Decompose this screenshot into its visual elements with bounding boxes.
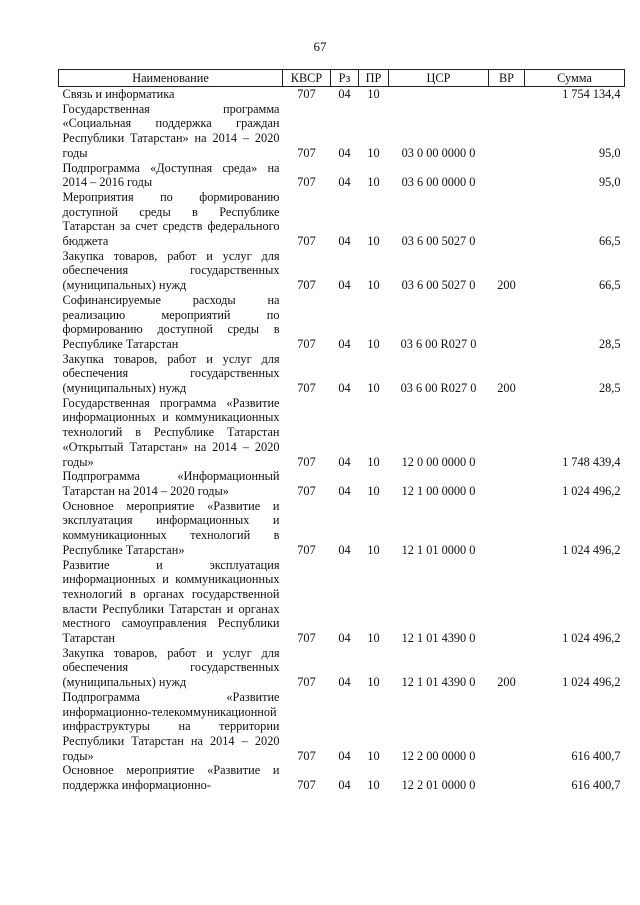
table-row [59,87,625,102]
cell-csr: 12 0 00 0000 0 [401,454,476,469]
cell-vr [489,190,525,249]
cell-sum: 1 024 496,2 [562,542,621,557]
cell-rz: 04 [338,381,351,396]
cell-vr [489,161,525,190]
cell-vr [489,558,525,646]
cell-csr [389,87,489,102]
cell-kvsr: 707 [297,87,316,101]
cell-csr: 12 1 00 0000 0 [401,483,476,498]
cell-kvsr: 707 [297,542,316,557]
cell-kvsr: 707 [297,778,316,793]
cell-vr: 200 [497,278,516,293]
cell-csr: 03 6 00 R027 0 [400,336,477,351]
cell-csr: 12 1 01 4390 0 [401,631,476,646]
table-row [59,558,625,646]
cell-sum: 66,5 [598,278,621,293]
cell-csr: 03 0 00 0000 0 [401,145,476,160]
table-row [59,763,625,792]
cell-sum: 66,5 [598,234,621,249]
cell-pr: 10 [367,381,380,396]
cell-csr: 12 2 00 0000 0 [401,748,476,763]
cell-kvsr: 707 [297,454,316,469]
cell-rz: 04 [338,631,351,646]
cell-sum: 95,0 [598,145,621,160]
col-header-kvsr: КВСР [283,70,331,87]
table-row [59,690,625,764]
cell-csr: 12 2 01 0000 0 [401,778,476,793]
table-row [59,469,625,498]
cell-sum: 616 400,7 [571,748,621,763]
cell-vr [489,763,525,792]
cell-kvsr: 707 [297,175,316,190]
cell-pr: 10 [367,631,380,646]
cell-name: Подпрограмма «Доступная среда» на 2014 – 2016 годы [62,160,280,190]
cell-rz: 04 [338,234,351,249]
cell-name: Мероприятия по формированию доступной среды в Республике Татарстан за счет средств федерального бюджета [62,189,280,249]
cell-csr: 03 6 00 5027 0 [401,278,476,293]
table-row [59,293,625,352]
cell-name: Закупка товаров, работ и услуг для обеспечения государственных (муниципальных) нужд [62,645,280,690]
cell-sum: 1 024 496,2 [562,675,621,690]
cell-csr: 03 6 00 5027 0 [401,234,476,249]
cell-rz: 04 [338,542,351,557]
cell-pr: 10 [367,145,380,160]
table-row [59,396,625,470]
cell-name: Подпрограмма «Информационный Татарстан на 2014 – 2020 годы» [62,469,280,498]
cell-kvsr: 707 [297,675,316,690]
cell-kvsr: 707 [297,631,316,646]
cell-rz: 04 [338,175,351,190]
cell-vr: 200 [497,675,516,690]
col-header-csr: ЦСР [389,70,489,87]
cell-pr: 10 [367,234,380,249]
cell-name: Государственная программа «Социальная поддержка граждан Республики Татарстан» на 2014 – 2020 годы [62,101,280,160]
cell-rz: 04 [338,278,351,293]
cell-vr [489,396,525,470]
cell-rz: 04 [338,748,351,763]
cell-name: Подпрограмма «Развитие информационно-телекоммуникационной инфраструктуры на территории Республики Татарстан на 2014 – 2020 годы» [62,689,280,763]
cell-sum: 616 400,7 [571,778,621,793]
cell-name: Связь и информатика [62,87,175,101]
table-row [59,102,625,161]
cell-pr: 10 [367,175,380,190]
cell-name: Основное мероприятие «Развитие и эксплуатация информационных и коммуникационных технологий в Республике Татарстан» [62,498,280,557]
cell-csr: 12 1 01 0000 0 [401,542,476,557]
cell-sum: 28,5 [598,381,621,396]
cell-rz: 04 [338,336,351,351]
cell-kvsr: 707 [297,145,316,160]
col-header-pr: ПР [359,70,389,87]
cell-pr: 10 [367,675,380,690]
cell-vr [489,87,525,102]
cell-sum: 1 024 496,2 [562,483,621,498]
table-row [59,161,625,190]
cell-kvsr: 707 [297,278,316,293]
cell-kvsr: 707 [297,381,316,396]
cell-kvsr: 707 [297,748,316,763]
cell-vr [489,690,525,764]
col-header-rz: Рз [331,70,359,87]
col-header-name: Наименование [59,70,283,87]
cell-rz: 04 [338,675,351,690]
table-row [59,190,625,249]
table-row [59,352,625,396]
cell-vr [489,293,525,352]
budget-table [58,69,625,793]
cell-rz: 04 [338,778,351,793]
cell-sum: 1 024 496,2 [562,631,621,646]
cell-vr [489,469,525,498]
cell-name: Основное мероприятие «Развитие и поддержка информационно- [62,763,280,793]
cell-pr: 10 [367,336,380,351]
cell-pr: 10 [367,483,380,498]
cell-name: Софинансируемые расходы на реализацию мероприятий по формированию доступной среды в Республике Татарстан [62,292,280,351]
cell-pr: 10 [367,778,380,793]
cell-pr: 10 [367,278,380,293]
col-header-vr: ВР [489,70,525,87]
cell-vr: 200 [497,381,516,396]
cell-rz: 04 [338,87,351,101]
cell-name: Развитие и эксплуатация информационных и коммуникационных технологий в органах государственной власти Республики Татарстан и органах местного самоуправления Республики Татарстан [62,557,280,646]
cell-rz: 04 [338,454,351,469]
cell-sum: 95,0 [598,175,621,190]
cell-kvsr: 707 [297,483,316,498]
cell-sum: 1 748 439,4 [562,454,621,469]
cell-csr: 12 1 01 4390 0 [401,675,476,690]
cell-vr [489,102,525,161]
table-row [59,646,625,690]
cell-name: Закупка товаров, работ и услуг для обеспечения государственных (муниципальных) нужд [62,351,280,396]
cell-pr: 10 [367,542,380,557]
cell-pr: 10 [367,454,380,469]
cell-name: Закупка товаров, работ и услуг для обеспечения государственных (муниципальных) нужд [62,248,280,293]
cell-sum: 28,5 [598,336,621,351]
col-header-sum: Сумма [525,70,625,87]
cell-rz: 04 [338,145,351,160]
table-header-row [59,70,625,87]
cell-kvsr: 707 [297,336,316,351]
cell-csr: 03 6 00 0000 0 [401,175,476,190]
cell-vr [489,499,525,558]
cell-sum: 1 754 134,4 [562,87,621,101]
cell-csr: 03 6 00 R027 0 [400,381,477,396]
cell-pr: 10 [367,748,380,763]
cell-kvsr: 707 [297,234,316,249]
page-number: 67 [313,39,327,54]
table-row [59,499,625,558]
cell-rz: 04 [338,483,351,498]
cell-name: Государственная программа «Развитие информационных и коммуникационных технологий в Республике Татарстан «Открытый Татарстан» на 2014 – 2020 годы» [62,395,280,469]
table-row [59,249,625,293]
cell-pr: 10 [367,87,380,101]
